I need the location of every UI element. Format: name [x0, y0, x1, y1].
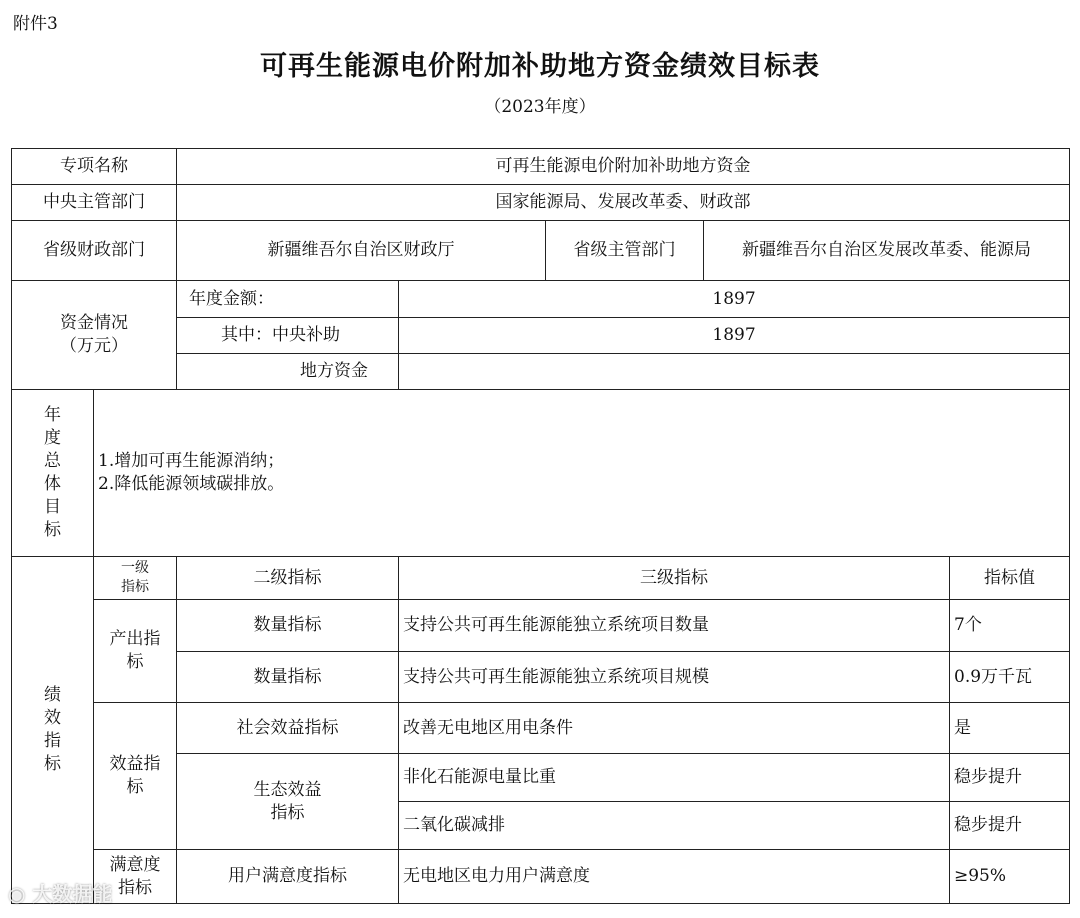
value-cell: 是: [950, 703, 1070, 754]
year-label: （2023年度）: [484, 97, 596, 117]
funds-label-line2: （万元）: [60, 336, 128, 356]
overall-goal-char: 度: [44, 428, 61, 449]
indicators-char: 绩: [44, 685, 61, 706]
central-subsidy-value: 1897: [399, 318, 1070, 354]
value-cell: 稳步提升: [950, 802, 1070, 850]
local-funds-value: [399, 354, 1070, 390]
overall-goal-item: 2.降低能源领域碳排放。: [98, 474, 285, 494]
table-row: [12, 185, 1070, 221]
header-level1: [94, 557, 177, 600]
satisfaction-label-line1: 满意度: [109, 854, 161, 875]
level3-cell: 改善无电地区用电条件: [399, 703, 950, 754]
value-cell: 稳步提升: [950, 754, 1070, 802]
value-cell: 0.9万千瓦: [950, 652, 1070, 703]
benefit-label-line1: 效益指: [109, 754, 161, 775]
level2-cell: 数量指标: [177, 600, 399, 652]
level2-cell: 用户满意度指标: [177, 850, 399, 904]
level3-cell: 二氧化碳减排: [399, 802, 950, 850]
level3-cell: 支持公共可再生能源能独立系统项目数量: [399, 600, 950, 652]
value-cell: ≥95%: [950, 850, 1070, 904]
central-subsidy-label: 其中：中央补助: [177, 318, 399, 354]
performance-table: [11, 148, 1070, 904]
watermark-text: 大数据能: [32, 882, 113, 906]
weibo-icon: ◉: [8, 882, 26, 906]
eco-label-line2: 指标: [270, 802, 305, 823]
header-level1-line1: 一级: [121, 560, 149, 577]
benefit-indicator-label: [94, 703, 177, 850]
provincial-dept-value: 新疆维吾尔自治区发展改革委、能源局: [704, 221, 1070, 281]
overall-goal-content: [94, 390, 1070, 557]
provincial-dept-label: 省级主管部门: [546, 221, 704, 281]
header-level3: 三级指标: [399, 557, 950, 600]
table-row: [12, 149, 1070, 185]
provincial-finance-value: 新疆维吾尔自治区财政厅: [177, 221, 546, 281]
level3-cell: 支持公共可再生能源能独立系统项目规模: [399, 652, 950, 703]
table-row: [12, 600, 1070, 652]
eco-benefit-label: [177, 754, 399, 850]
indicators-char: 效: [44, 708, 61, 729]
overall-goal-label: [12, 390, 94, 557]
central-dept-label: 中央主管部门: [12, 185, 177, 221]
local-funds-label: 地方资金: [177, 354, 399, 390]
output-indicator-label: [94, 600, 177, 703]
table-row: [12, 221, 1070, 281]
annual-amount-value: 1897: [399, 281, 1070, 318]
provincial-finance-label: 省级财政部门: [12, 221, 177, 281]
project-name-value: 可再生能源电价附加补助地方资金: [177, 149, 1070, 185]
overall-goal-char: 目: [44, 496, 61, 517]
table-row: [12, 703, 1070, 754]
page-title: 可再生能源电价附加补助地方资金绩效目标表: [260, 51, 820, 82]
table-row: [12, 850, 1070, 904]
table-row: [12, 281, 1070, 318]
benefit-label-line2: 标: [126, 777, 144, 797]
funds-label: [12, 281, 177, 390]
header-level1-line2: 指标: [121, 579, 149, 595]
watermark-logo: [8, 878, 112, 907]
table-row: [12, 390, 1070, 557]
indicators-char: 指: [44, 731, 61, 751]
value-cell: 7个: [950, 600, 1070, 652]
header-level2: 二级指标: [177, 557, 399, 600]
eco-label-line1: 生态效益: [253, 779, 322, 800]
table-row: [12, 557, 1070, 600]
overall-goal-char: 年: [44, 405, 61, 426]
level2-cell: 数量指标: [177, 652, 399, 703]
overall-goal-char: 体: [44, 474, 61, 494]
header-value: 指标值: [950, 557, 1070, 600]
satisfaction-label-line2: 指标: [118, 877, 152, 898]
indicators-char: 标: [44, 753, 61, 774]
indicators-label: [12, 557, 94, 904]
level3-cell: 非化石能源电量比重: [399, 754, 950, 802]
central-dept-value: 国家能源局、发展改革委、财政部: [177, 185, 1070, 221]
overall-goal-char: 标: [44, 519, 61, 540]
level2-cell: 社会效益指标: [177, 703, 399, 754]
overall-goal-item: 1.增加可再生能源消纳；: [98, 451, 285, 472]
annual-amount-label: 年度金额：: [177, 281, 399, 318]
funds-label-line1: 资金情况: [60, 313, 128, 334]
output-label-line1: 产出指: [109, 629, 161, 650]
project-name-label: 专项名称: [12, 149, 177, 185]
overall-goal-char: 总: [44, 451, 61, 472]
attachment-label: 附件3: [13, 14, 58, 34]
output-label-line2: 标: [126, 652, 144, 672]
level3-cell: 无电地区电力用户满意度: [399, 850, 950, 904]
